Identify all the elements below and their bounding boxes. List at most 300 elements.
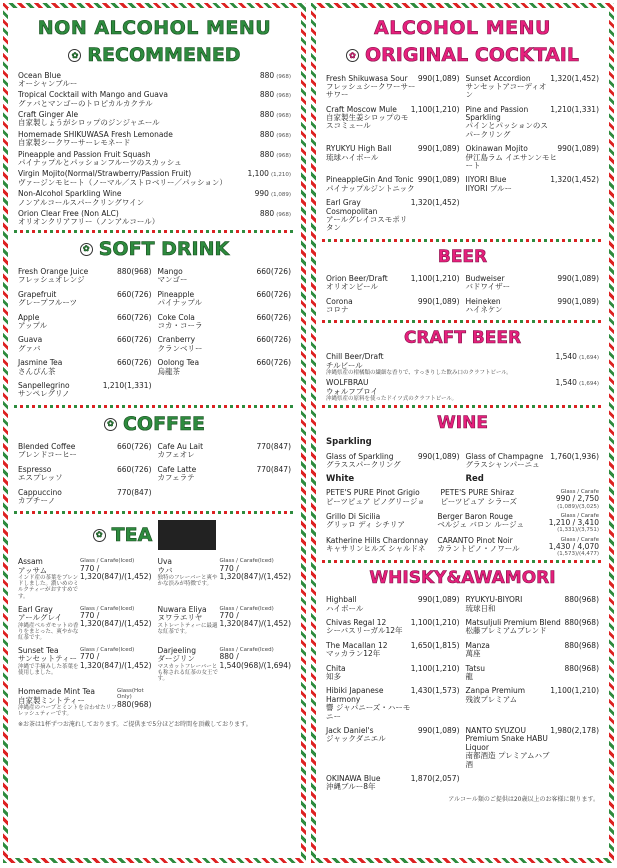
item-name-block — [18, 268, 88, 285]
item-price: 770 — [256, 464, 271, 474]
item-price: 660 — [117, 464, 132, 474]
item-price-tax: (1,210) — [571, 686, 599, 696]
item-name-ja: 自家製生姜シロップのモスコミュール — [326, 113, 409, 131]
menu-item — [158, 558, 292, 599]
item-name-block — [326, 453, 401, 470]
menu-item — [466, 687, 600, 721]
wine-price-tax: (1,331)/(3,751) — [557, 527, 599, 534]
item-price-block — [117, 268, 152, 285]
item-description: 沖縄産ベルガモットの香りをまとった、爽やかな紅茶です。 — [18, 622, 79, 641]
bird-icon: ✿ — [80, 243, 93, 256]
item-price-block — [257, 443, 292, 460]
item-name-block — [466, 106, 551, 140]
original-cocktail-header — [322, 45, 603, 66]
item-price-tax: (1,089) — [571, 273, 599, 283]
item-name-ja: 自家製ミントティー — [18, 695, 85, 705]
item-price: 880 — [564, 663, 579, 673]
item-price-block — [257, 72, 291, 80]
item-price: 990 — [417, 175, 433, 185]
menu-item — [158, 466, 292, 483]
menu-item — [326, 199, 460, 233]
menu-item — [326, 176, 460, 193]
item-price: 990 — [557, 144, 572, 154]
item-name-en: Guava — [18, 335, 43, 345]
menu-item — [326, 353, 599, 376]
menu-item — [466, 75, 600, 100]
menu-item — [18, 606, 152, 641]
item-name-ja: カプチーノ — [18, 495, 56, 505]
item-price: 770 / 1,320 — [80, 563, 102, 581]
item-price-tax: (847) — [270, 464, 291, 474]
item-price-tax: (968) — [276, 152, 291, 159]
item-price: 880 — [259, 129, 275, 139]
item-name-block — [158, 336, 203, 353]
red-wine-block — [437, 513, 548, 530]
item-price: 770 — [256, 442, 271, 451]
item-name-en: Cappuccino — [18, 487, 62, 497]
item-name-en: NANTO SYUZOU Premium Snake HABU Liquor — [465, 725, 548, 752]
item-price-tax: (726) — [131, 289, 152, 299]
item-name-ja: パイナップルジントニック — [326, 183, 415, 193]
item-price: 880 — [259, 209, 275, 218]
item-name-en: Sunset Accordion — [465, 73, 531, 83]
menu-item — [18, 688, 152, 717]
whisky-header — [322, 569, 603, 588]
item-name-block — [18, 336, 42, 353]
item-price-tax: (2,178) — [571, 725, 599, 735]
menu-item — [326, 379, 599, 402]
item-price-block — [257, 131, 291, 139]
item-name-ja: 沖縄ブルー8年 — [326, 782, 376, 792]
menu-item — [18, 170, 291, 187]
item-name-block — [18, 443, 77, 460]
item-price-block — [117, 291, 152, 308]
item-name-en: Uva — [157, 557, 173, 567]
item-price: 880 — [259, 90, 275, 100]
item-price-block — [257, 291, 292, 308]
item-name-block — [18, 91, 257, 108]
item-name-ja: オリオンビール — [326, 282, 378, 292]
red-wine-block — [441, 489, 556, 506]
item-name-block — [326, 379, 555, 402]
menu-item — [18, 111, 291, 128]
item-name-en: Okinawan Mojito — [465, 144, 528, 154]
item-name-en: Chita — [326, 663, 346, 673]
item-price-block — [411, 619, 460, 636]
item-price: 990 — [557, 273, 572, 283]
item-price-block — [411, 106, 460, 140]
item-price: 660 — [117, 312, 132, 322]
tea-header — [14, 520, 295, 550]
item-price-block — [220, 606, 292, 641]
menu-item — [18, 210, 291, 227]
item-price-block — [117, 336, 152, 353]
coffee-title: COFFEE — [122, 412, 205, 435]
item-price-tax: (1,331) — [571, 104, 599, 114]
item-name-block — [466, 619, 561, 636]
menu-item — [326, 298, 460, 315]
red-wine-ja: ピーツピュア シラーズ — [440, 496, 517, 506]
red-wine-en: PETE'S PURE Shiraz — [440, 488, 514, 498]
item-price-block — [257, 111, 291, 119]
item-price: 770 / 1,320 — [219, 563, 241, 581]
item-price: 880 — [259, 149, 275, 159]
menu-item — [18, 466, 152, 483]
item-name-en: IIYORI Blue — [465, 175, 507, 185]
item-name-block — [158, 647, 220, 682]
item-price: 770 / 1,320 — [80, 610, 102, 629]
item-name-ja: パイナップルとパッションフルーツのスカッシュ — [18, 158, 182, 168]
item-name-en: Ocean Blue — [18, 70, 61, 80]
menu-item — [326, 619, 460, 636]
alcohol-panel — [311, 3, 614, 863]
menu-item — [18, 151, 291, 168]
item-name-ja: アールグレイコスモポリタン — [326, 215, 408, 233]
menu-item — [466, 145, 600, 170]
item-name-ja: 琉球ハイボール — [326, 152, 379, 162]
item-size: Glass / Carafe(Iced) — [80, 647, 135, 653]
item-price: 990 — [557, 296, 572, 306]
item-price-block — [418, 453, 460, 470]
item-price-block — [257, 336, 292, 353]
item-name-ja: グァバとマンゴーのトロピカルカクテル — [18, 98, 153, 108]
item-price-tax: (1,936) — [571, 451, 599, 461]
item-price-block — [117, 688, 152, 717]
item-price-tax: (968) — [276, 73, 291, 80]
wine-row — [326, 513, 599, 534]
alcohol-title: ALCOHOL MENU — [374, 17, 551, 39]
item-name-block — [18, 291, 77, 308]
item-price-tax: (968) — [276, 212, 291, 218]
item-price-tax: (847)/(1,452) — [101, 660, 152, 670]
item-name-en: PineappleGin And Tonic — [326, 175, 414, 185]
wine-header — [322, 414, 603, 433]
item-name-en: Orion Beer/Draft — [326, 273, 388, 283]
item-price-tax: (847)/(1,452) — [101, 571, 152, 581]
item-name-block — [18, 647, 80, 682]
item-name-ja: パインとパッションのスパークリング — [465, 121, 548, 139]
recommended-title: RECOMMENED — [87, 44, 241, 67]
item-name-en: Highball — [326, 595, 357, 605]
item-name-ja: チルビール — [326, 360, 363, 370]
item-name-block — [158, 606, 220, 641]
item-name-block — [326, 145, 391, 170]
item-name-ja: アッサム — [18, 565, 48, 575]
item-price: 660 — [256, 289, 271, 299]
item-price-tax: (1,089) — [270, 192, 291, 199]
menu-item — [466, 298, 600, 315]
menu-item — [466, 106, 600, 140]
item-price-block — [550, 75, 599, 100]
item-name-ja: 龍 — [465, 672, 473, 681]
item-price-block — [80, 606, 152, 641]
item-price-block — [411, 665, 460, 682]
red-label: Red — [465, 473, 484, 484]
item-price-block — [117, 314, 152, 331]
item-price-tax: (726) — [131, 358, 152, 368]
craft-beer-title: CRAFT BEER — [403, 328, 522, 349]
item-description: 沖縄県産の原料を使ったドイツ式のクラフトビール。 — [326, 396, 457, 403]
menu-item — [466, 642, 600, 659]
item-price-tax: (968) — [578, 595, 599, 605]
item-price: 1,100 — [247, 169, 269, 179]
white-wine-ja: ピーツピュア ピノグリージョ — [326, 496, 425, 506]
soft-drink-list — [14, 265, 295, 402]
item-price-tax: (968) — [131, 267, 152, 277]
sparkling-list — [322, 450, 603, 473]
menu-item — [18, 268, 152, 285]
item-price-tax: (968) — [578, 618, 599, 628]
item-name-ja: 烏龍茶 — [157, 366, 180, 376]
item-name-ja: サンセットティー — [18, 654, 78, 664]
item-price-block — [257, 466, 292, 483]
item-name-en: Jasmine Tea — [18, 358, 63, 368]
item-price-block — [411, 642, 460, 659]
wine-price: 1,430 / 4,070 — [548, 541, 599, 551]
menu-item — [18, 291, 152, 308]
item-price-tax: (847) — [270, 442, 291, 451]
menu-item — [18, 359, 152, 376]
item-name-block — [326, 176, 415, 193]
whisky-footnote: アルコール類のご提供は20歳以上のお客様に限ります。 — [448, 795, 599, 803]
item-price-block — [257, 91, 291, 99]
wine-price-tax: (1,089)/(3,025) — [557, 503, 599, 510]
item-name-en: Cafe Latte — [157, 464, 197, 474]
item-price-tax: (847)/(1,452) — [240, 571, 292, 581]
item-price-block — [117, 489, 152, 506]
item-name-en: Tropical Cocktail with Mango and Guava — [18, 90, 168, 100]
menu-item — [18, 558, 152, 599]
item-name-en: OKINAWA Blue — [326, 773, 381, 783]
item-name-block — [466, 596, 523, 613]
item-price-tax: (2,057) — [432, 773, 460, 783]
item-name-ja: コカ・コーラ — [157, 321, 203, 330]
item-name-ja: ハイネケン — [465, 304, 503, 314]
item-name-block — [326, 596, 363, 613]
item-price: 1,320 — [550, 175, 572, 185]
item-price-tax: (1,089) — [571, 144, 599, 154]
item-name-en: Jack Daniel's — [326, 725, 374, 735]
item-price-tax: (1,815) — [432, 640, 460, 650]
item-price-tax: (1,452) — [432, 198, 460, 208]
item-name-ja: 南都酒造 プレミアムハブ酒 — [465, 751, 550, 769]
item-price-tax: (968)/(1,694) — [240, 660, 292, 670]
divider — [14, 230, 295, 233]
item-price: 1,100 — [410, 273, 433, 283]
item-name-en: Coke Cola — [157, 312, 195, 322]
item-name-ja: バドワイザー — [465, 282, 511, 292]
beer-list — [322, 272, 603, 318]
wine-price-block — [549, 513, 599, 534]
item-price-block — [117, 443, 152, 460]
item-description: インド産の茶葉をブレンドしました。濃いめのミルクティーがおすすめです。 — [18, 575, 79, 600]
item-name-en: Matsuljuli Premium Blend — [465, 618, 561, 628]
item-name-block — [18, 170, 247, 187]
wine-price: 990 / 2,750 — [555, 494, 599, 504]
item-name-ja: マンゴー — [157, 275, 188, 285]
beer-header — [322, 248, 603, 267]
item-name-ja: さんぴん茶 — [18, 366, 56, 376]
item-name-block — [466, 665, 486, 682]
item-name-en: RYUKYU High Ball — [326, 144, 392, 154]
item-price: 660 — [117, 358, 132, 368]
item-name-ja: 伊江島ラム イエサンンモヒート — [465, 152, 557, 171]
item-price-block — [257, 151, 291, 159]
item-price-block — [257, 359, 292, 376]
item-name-en: Glass of Champagne — [465, 451, 544, 461]
red-wine-ja: カラントピノ・ノワール — [437, 543, 520, 553]
item-price: 660 — [256, 312, 271, 322]
item-price: 1,100 — [410, 104, 433, 114]
item-price: 880 — [259, 70, 275, 80]
item-name-en: RYUKYU-BIYORI — [465, 595, 523, 605]
item-price: 660 — [256, 335, 271, 345]
menu-item — [466, 176, 600, 193]
item-name-ja: フレッシュオレンジ — [18, 275, 85, 285]
item-name-ja: 琉球日和 — [465, 603, 496, 613]
red-wine-en: CARANTO Pinot Noir — [437, 535, 513, 545]
item-name-en: Non-Alcohol Sparkling Wine — [18, 189, 122, 199]
white-wine-en: PETE'S PURE Pinot Grigio — [326, 488, 420, 498]
item-name-block — [326, 199, 411, 233]
item-description: ストレートティーに最適な紅茶です。 — [157, 622, 218, 635]
divider — [322, 560, 603, 563]
wine-price-tax: (1,573)/(4,477) — [557, 551, 599, 558]
item-name-block — [466, 298, 503, 315]
item-price: 660 — [256, 358, 271, 368]
item-name-en: Espresso — [18, 464, 52, 474]
item-name-block — [326, 275, 388, 292]
item-price: 990 — [254, 189, 269, 199]
item-price-tax: (968) — [276, 113, 291, 120]
item-price: 880 — [564, 595, 579, 605]
item-name-block — [18, 131, 257, 148]
item-name-ja: エスプレッソ — [18, 473, 63, 483]
wine-row — [326, 489, 599, 510]
item-price: 1,870 — [410, 773, 433, 783]
item-name-ja: ヴァージンモヒート（ノーマル／ストロベリー／パッション） — [18, 177, 227, 187]
item-name-en: Fresh Orange Juice — [18, 267, 89, 277]
item-price: 1,210 — [102, 380, 125, 390]
non-alcohol-panel — [3, 3, 306, 863]
tea-title: TEA — [111, 523, 153, 546]
item-price-tax: (726) — [270, 335, 291, 345]
item-description: マスカットフレーバーとも称される紅茶の女王です。 — [157, 663, 219, 683]
item-name-block — [326, 619, 403, 636]
menu-item — [466, 665, 600, 682]
item-name-ja: フレッシュシークワーサーサワー — [326, 81, 416, 100]
item-name-en: Fresh Shikuwasa Sour — [326, 73, 408, 83]
item-name-en: Apple — [18, 312, 40, 322]
item-name-ja: 萬座 — [465, 649, 481, 659]
item-price-block — [80, 647, 152, 682]
item-name-ja: カフェオレ — [157, 450, 195, 460]
item-name-block — [158, 466, 197, 483]
item-name-ja: ウバ — [157, 565, 173, 575]
coffee-header — [14, 414, 295, 435]
item-description: 沖縄産のハーブとミントを合わせたリフレッシュティーです。 — [18, 705, 117, 718]
beer-title: BEER — [437, 246, 488, 267]
item-price-tax: (1,089) — [432, 296, 460, 306]
item-name-block — [466, 176, 513, 193]
item-size: Glass / Carafe(Iced) — [219, 647, 274, 653]
item-price-block — [220, 647, 292, 682]
item-name-ja: IIYORI ブルー — [465, 183, 513, 193]
item-name-ja: グラスシャンパーニュ — [465, 460, 540, 470]
item-price: 770 / 1,320 — [80, 652, 102, 670]
item-name-en: Heineken — [465, 296, 501, 306]
item-price-tax: (847)/(1,452) — [240, 619, 292, 629]
item-name-en: Darjeeling — [157, 646, 196, 655]
menu-item — [466, 619, 600, 636]
red-wine-block — [437, 537, 548, 554]
sparkling-label: Sparkling — [326, 437, 372, 448]
item-name-block — [466, 145, 558, 170]
item-name-block — [326, 727, 386, 769]
white-wine-block — [326, 537, 437, 554]
item-name-ja: ヌワラエリヤ — [157, 613, 203, 623]
item-name-block — [158, 268, 188, 285]
item-price-tax: (726) — [131, 464, 152, 474]
item-name-block — [466, 453, 544, 470]
menu-item — [326, 596, 460, 613]
item-name-block — [326, 298, 353, 315]
item-name-en: WOLFBRAU — [326, 378, 369, 388]
item-name-block — [18, 606, 80, 641]
item-name-block — [158, 359, 200, 376]
item-price-block — [418, 75, 460, 100]
item-price: 880 — [259, 110, 275, 120]
item-price: 1,100 — [550, 686, 572, 696]
menu-item — [326, 106, 460, 140]
item-name-block — [158, 291, 203, 308]
item-price-tax: (726) — [270, 267, 291, 277]
item-price-block — [550, 453, 599, 470]
soft-drink-title: SOFT DRINK — [98, 237, 230, 260]
item-price: 660 — [117, 442, 132, 451]
item-price-block — [418, 176, 460, 193]
item-price-block — [103, 382, 152, 399]
item-name-ja: 松藤プレミアムブレンド — [465, 626, 547, 636]
item-name-block — [18, 382, 70, 399]
menu-item — [18, 489, 152, 506]
item-name-en: Orion Clear Free (Non ALC) — [18, 209, 119, 218]
tea-logo-image — [158, 520, 216, 550]
item-name-ja: アールグレイ — [18, 613, 63, 623]
menu-item — [326, 687, 460, 721]
item-price-block — [257, 314, 292, 331]
item-name-en: Craft Ginger Ale — [18, 110, 79, 120]
item-name-block — [158, 558, 220, 599]
item-name-ja: グレープフルーツ — [18, 298, 78, 308]
item-name-en: Manza — [465, 640, 490, 650]
item-price-tax: (1,694) — [578, 355, 599, 362]
item-price-tax: (1,210) — [432, 663, 460, 673]
bird-icon: ✿ — [93, 529, 106, 542]
item-name-en: Sanpellegrino — [18, 380, 70, 390]
menu-item — [158, 606, 292, 641]
item-price: 770 / 1,320 — [219, 610, 241, 629]
white-wine-block — [326, 513, 437, 530]
item-price-tax: (968) — [276, 132, 291, 139]
menu-item — [158, 314, 292, 331]
original-cocktail-title: ORIGINAL COCKTAIL — [365, 44, 579, 67]
item-name-block — [326, 353, 555, 376]
tea-list — [14, 555, 295, 720]
item-name-en: Mango — [157, 267, 183, 277]
item-price-tax: (1,089) — [432, 725, 460, 735]
item-size: Glass / Carafe(Iced) — [219, 558, 274, 565]
